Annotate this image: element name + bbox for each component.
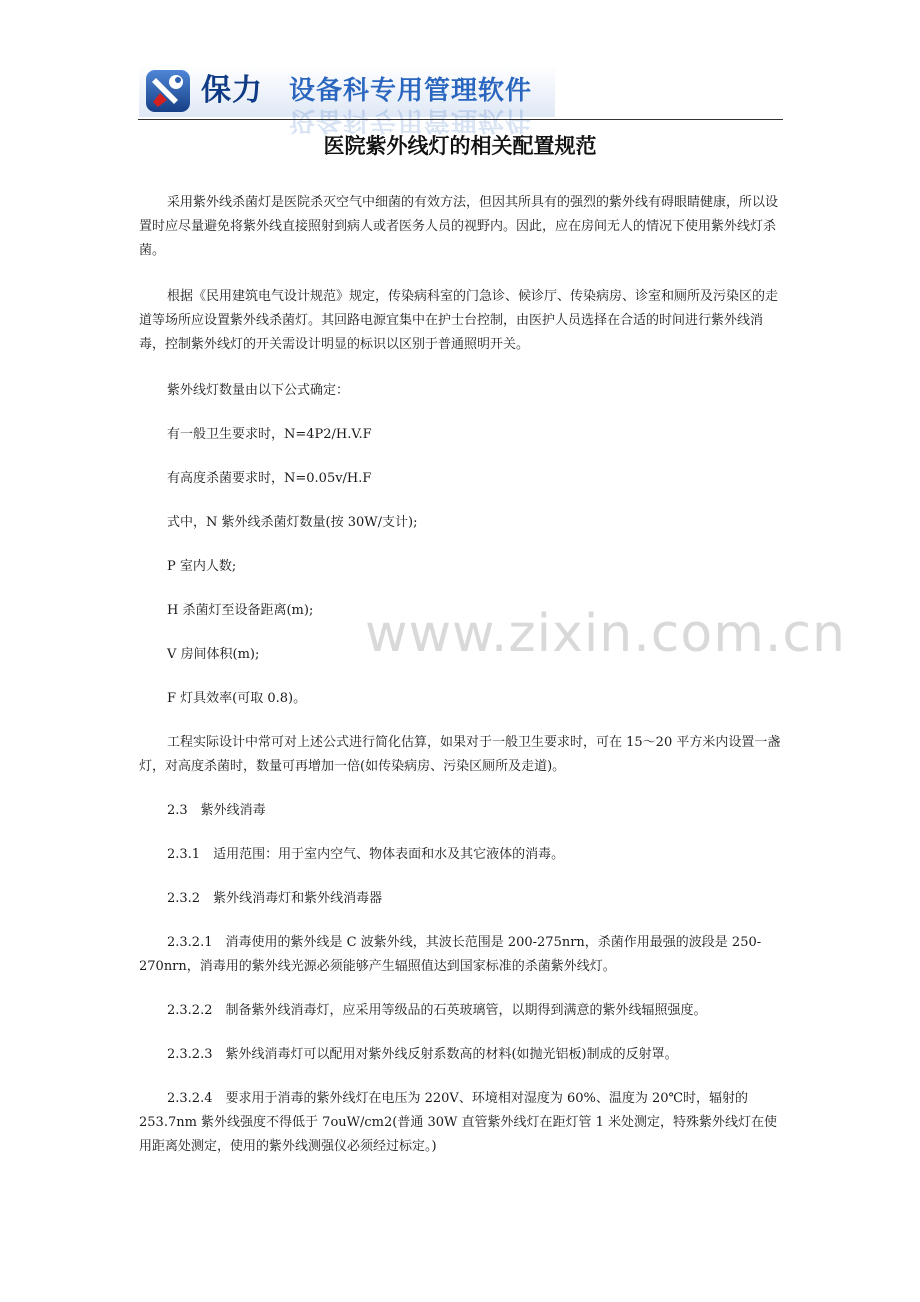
brand-tagline: 设备科专用管理软件	[289, 76, 533, 106]
paragraph-intro: 采用紫外线杀菌灯是医院杀灭空气中细菌的有效方法，但因其所具有的强烈的紫外线有碍眼睛健康，所以设置时应尽量避免将紫外线直接照射到病人或者医务人员的视野内。因此，应在房间无人的情况下使用紫外线灯杀菌。	[139, 195, 779, 258]
document-title: 医院紫外线灯的相关配置规范	[323, 134, 597, 158]
paragraph-var-f: F 灯具效率(可取 0.8)。	[167, 691, 307, 706]
tagline-reflection: 设备科专用管理软件	[289, 105, 533, 135]
paragraph-var-p: P 室内人数;	[167, 559, 237, 574]
document-body	[139, 191, 784, 1159]
wrench-screwdriver-logo-icon	[145, 69, 191, 113]
watermark: www.zixin.com.cn	[365, 604, 846, 664]
paragraph-var-v: V 房间体积(m);	[167, 647, 260, 662]
header-banner	[139, 65, 555, 135]
section-2-3-2-2: 2.3.2.2 制备紫外线消毒灯，应采用等级品的石英玻璃管，以期得到满意的紫外线辐照强度。	[167, 1003, 707, 1018]
section-2-3-2: 2.3.2 紫外线消毒灯和紫外线消毒器	[167, 891, 383, 906]
paragraph-estimate: 工程实际设计中常可对上述公式进行简化估算，如果对于一般卫生要求时，可在 15～20 平方米内设置一盏灯，对高度杀菌时，数量可再增加一倍(如传染病房、污染区厕所及走道)。	[139, 735, 781, 774]
section-2-3-2-1: 2.3.2.1 消毒使用的紫外线是 C 波紫外线，其波长范围是 200-275nrn，杀菌作用最强的波段是 250-270nrn，消毒用的紫外线光源必须能够产生辐照值达到国家标准的杀菌紫外线灯。	[139, 935, 762, 974]
section-2-3-2-3: 2.3.2.3 紫外线消毒灯可以配用对紫外线反射系数高的材料(如抛光铝板)制成的反射罩。	[167, 1047, 678, 1062]
paragraph-formula-high: 有高度杀菌要求时，N=0.05v/H.F	[167, 471, 372, 486]
paragraph-formula-general: 有一般卫生要求时，N=4P2/H.V.F	[167, 427, 372, 442]
paragraph-formula-intro: 紫外线灯数量由以下公式确定：	[167, 383, 350, 398]
paragraph-var-h: H 杀菌灯至设备距离(m);	[167, 603, 314, 618]
section-2-3-1: 2.3.1 适用范围：用于室内空气、物体表面和水及其它液体的消毒。	[167, 847, 565, 862]
section-heading-2-3: 2.3 紫外线消毒	[167, 803, 266, 818]
paragraph-var-n: 式中，N 紫外线杀菌灯数量(按 30W/支计);	[167, 515, 418, 530]
header-divider	[138, 119, 783, 120]
paragraph-regulation: 根据《民用建筑电气设计规范》规定，传染病科室的门急诊、候诊厅、传染病房、诊室和厕所及污染区的走道等场所应设置紫外线杀菌灯。其回路电源宜集中在护士台控制，由医护人员选择在合适的时间进行紫外线消毒，控制紫外线灯的开关需设计明显的标识以区别于普通照明开关。	[139, 289, 779, 352]
section-2-3-2-4: 2.3.2.4 要求用于消毒的紫外线灯在电压为 220V、环境相对湿度为 60%、温度为 20℃时，辐射的 253.7nm 紫外线强度不得低于 7ouW/cm2(普通 30W 直管紫外线灯在距灯管 1 米处测定，特殊紫外线灯在使用距离处测定，使用的紫外线测强仪必须经过标定。)	[139, 1091, 778, 1154]
brand-name: 保力	[201, 73, 263, 108]
